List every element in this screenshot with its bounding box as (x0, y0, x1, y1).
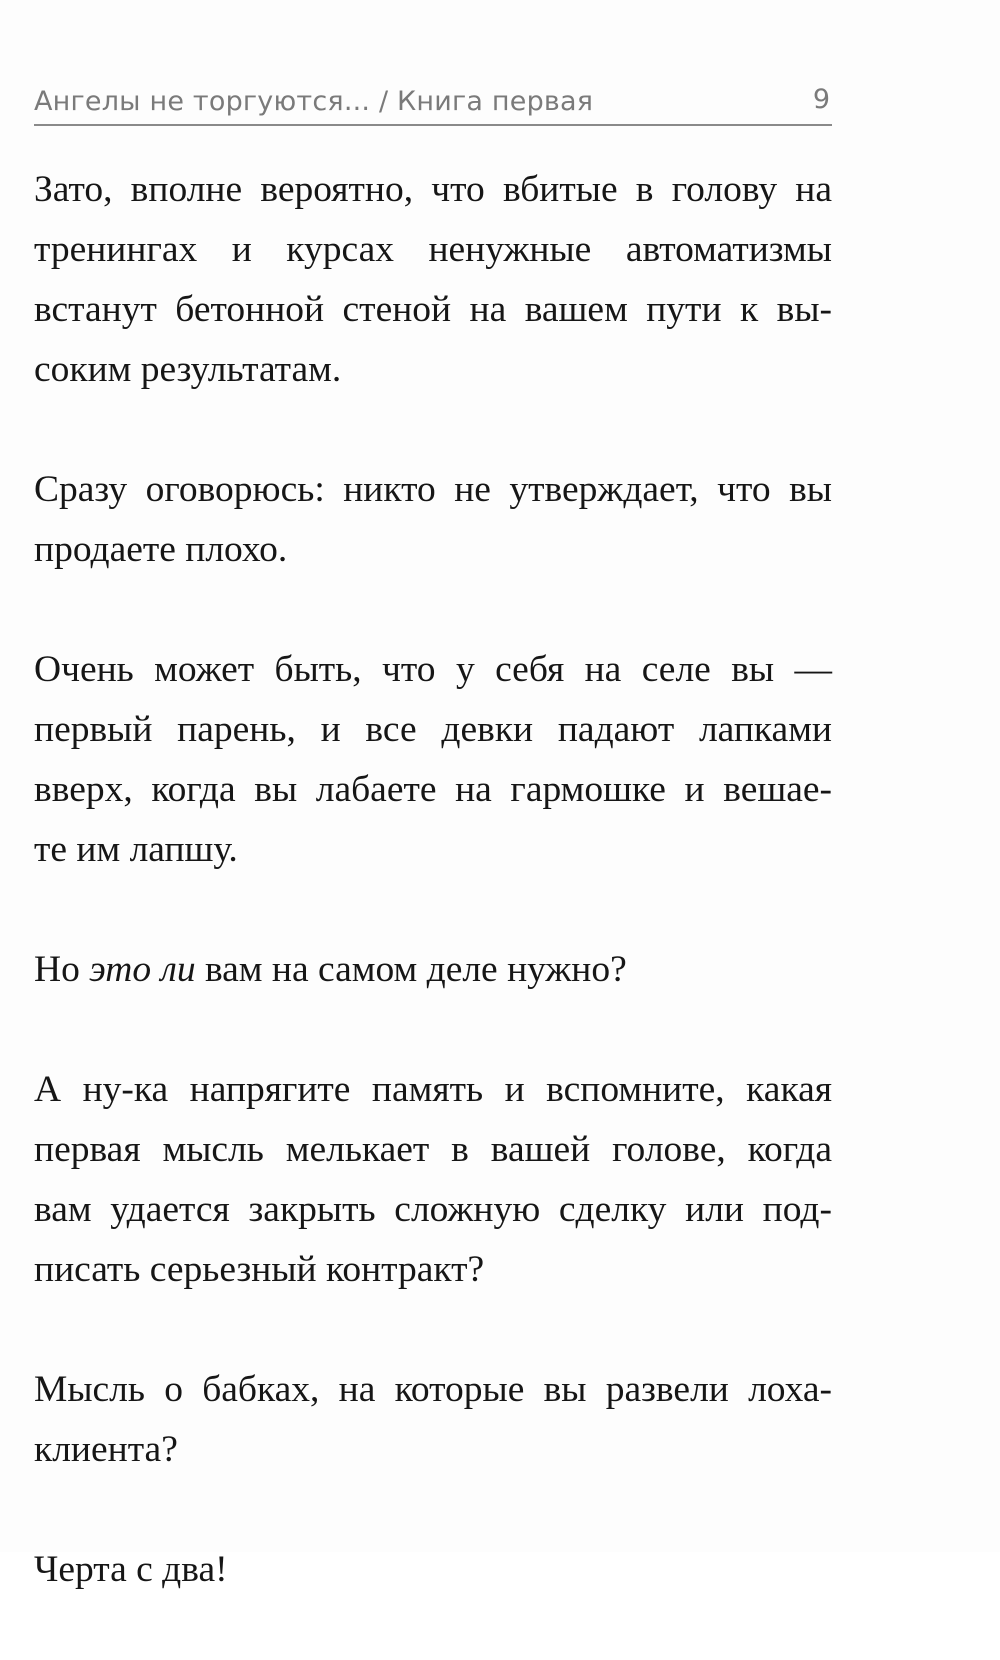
text-line: клиента? (34, 1429, 178, 1470)
text-line: вверх, когда вы лабаете на гармошке и вешае- (34, 769, 832, 810)
italic-emphasis: это ли (89, 949, 196, 990)
page-number: 9 (812, 84, 830, 115)
running-title: Ангелы не торгуются... / Книга первая (34, 86, 594, 117)
paragraph-2 (34, 460, 832, 580)
text-line: писать серьезный контракт? (34, 1249, 485, 1290)
text-line: вам удается закрыть сложную сделку или под- (34, 1189, 832, 1230)
paragraph-6 (34, 1360, 832, 1480)
text-line: Черта с два! (34, 1549, 228, 1590)
text-line: Сразу оговорюсь: никто не утверждает, что вы (34, 469, 832, 510)
paragraph-3 (34, 640, 832, 880)
text-line: Зато, вполне вероятно, что вбитые в голову на (34, 169, 832, 210)
paragraph-1 (34, 160, 832, 400)
text-line: А ну-ка напрягите память и вспомните, какая (34, 1069, 832, 1110)
paragraph-5 (34, 1060, 832, 1300)
text-line: те им лапшу. (34, 829, 238, 870)
text-line: Мысль о бабках, на которые вы развели лоха- (34, 1369, 832, 1410)
text-after-italic: вам на самом деле нужно? (195, 949, 627, 990)
text-line: соким результатам. (34, 349, 342, 390)
text-line: первый парень, и все девки падают лапками (34, 709, 832, 750)
text-line: Очень может быть, что у себя на селе вы — (34, 649, 832, 690)
text-line (34, 940, 832, 1000)
text-line: встанут бетонной стеной на вашем пути к вы- (34, 289, 832, 330)
text-line: тренингах и курсах ненужные автоматизмы (34, 229, 832, 270)
text-line: продаете плохо. (34, 529, 288, 570)
page-body-text (34, 160, 832, 1660)
running-header (34, 84, 832, 126)
paragraph-7 (34, 1540, 832, 1600)
paragraph-4 (34, 940, 832, 1000)
text-line: первая мысль мелькает в вашей голове, когда (34, 1129, 832, 1170)
text-before-italic: Но (34, 949, 90, 990)
